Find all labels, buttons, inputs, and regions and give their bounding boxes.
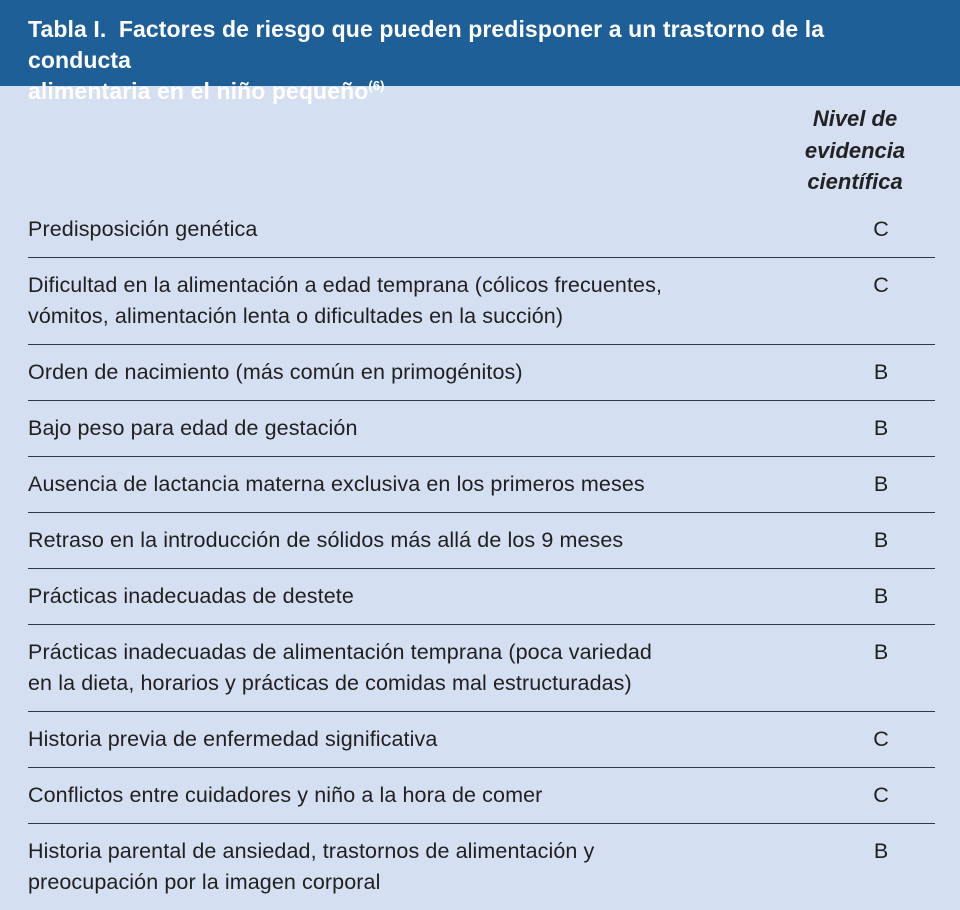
evidence-level-cell: B: [873, 528, 889, 552]
table-row: [28, 768, 935, 824]
risk-factor-text: Historia parental de ansiedad, trastornos de alimentación y: [28, 839, 595, 863]
table-label: Tabla I.: [28, 16, 107, 42]
table-row: [28, 569, 935, 625]
risk-factor-text: en la dieta, horarios y prácticas de comidas mal estructuradas): [28, 671, 632, 695]
table-row: [28, 457, 935, 513]
risk-factor-text: Bajo peso para edad de gestación: [28, 416, 358, 440]
table-title-line-1: Factores de riesgo que pueden predisponer a un trastorno de la conducta: [28, 16, 825, 73]
table-body: [28, 201, 935, 910]
table-row: [28, 201, 935, 258]
risk-factor-cell: [28, 401, 827, 456]
risk-factor-cell: [28, 712, 827, 767]
risk-factor-text: Orden de nacimiento (más común en primogénitos): [28, 360, 523, 384]
risk-factor-cell: [28, 625, 827, 711]
risk-factor-text: vómitos, alimentación lenta o dificultades en la succión): [28, 304, 564, 328]
table-title-line-2: alimentaria en el niño pequeño: [28, 78, 369, 104]
risk-factor-cell: [28, 824, 827, 910]
risk-factor-cell: [28, 768, 827, 823]
evidence-level-cell: C: [873, 273, 889, 297]
evidence-level-cell: B: [873, 360, 889, 384]
risk-factor-text: Dificultad en la alimentación a edad temprana (cólicos frecuentes,: [28, 273, 663, 297]
table-caption: [0, 0, 960, 104]
column-header-line: Nivel de: [812, 106, 898, 131]
column-header-line: científica: [807, 169, 903, 194]
evidence-level-cell: B: [873, 640, 889, 664]
risk-factor-text: Prácticas inadecuadas de destete: [28, 584, 354, 608]
risk-factor-text: Predisposición genética: [28, 217, 258, 241]
table-row: [28, 513, 935, 569]
evidence-level-cell: C: [873, 783, 889, 807]
caption-line-1: [28, 14, 932, 76]
evidence-level-column-header: [780, 103, 930, 198]
table-row: [28, 824, 935, 910]
risk-factor-text: Conflictos entre cuidadores y niño a la hora de comer: [28, 783, 543, 807]
risk-factor-cell: [28, 345, 827, 400]
table-row: [28, 258, 935, 345]
table-row: [28, 625, 935, 712]
risk-factor-text: Historia previa de enfermedad significativa: [28, 727, 438, 751]
table-row: [28, 401, 935, 457]
risk-factor-text: Retraso en la introducción de sólidos más allá de los 9 meses: [28, 528, 624, 552]
evidence-level-cell: B: [873, 472, 889, 496]
risk-factor-text: Ausencia de lactancia materna exclusiva en los primeros meses: [28, 472, 645, 496]
evidence-level-cell: B: [873, 839, 889, 863]
table-row: [28, 345, 935, 401]
evidence-level-cell: B: [873, 584, 889, 608]
reference-superscript: (6): [368, 78, 385, 93]
evidence-level-cell: C: [873, 727, 889, 751]
column-header-line: evidencia: [804, 137, 906, 163]
risk-factor-cell: [28, 201, 827, 257]
evidence-level-cell: C: [873, 217, 889, 241]
risk-factor-text: Prácticas inadecuadas de alimentación temprana (poca variedad: [28, 640, 652, 664]
evidence-level-cell: B: [873, 416, 889, 440]
table-row: [28, 712, 935, 768]
risk-factor-cell: [28, 569, 827, 624]
risk-factor-cell: [28, 457, 827, 512]
risk-factor-cell: [28, 513, 827, 568]
risk-factor-text: preocupación por la imagen corporal: [28, 870, 381, 894]
risk-factor-cell: [28, 258, 827, 344]
